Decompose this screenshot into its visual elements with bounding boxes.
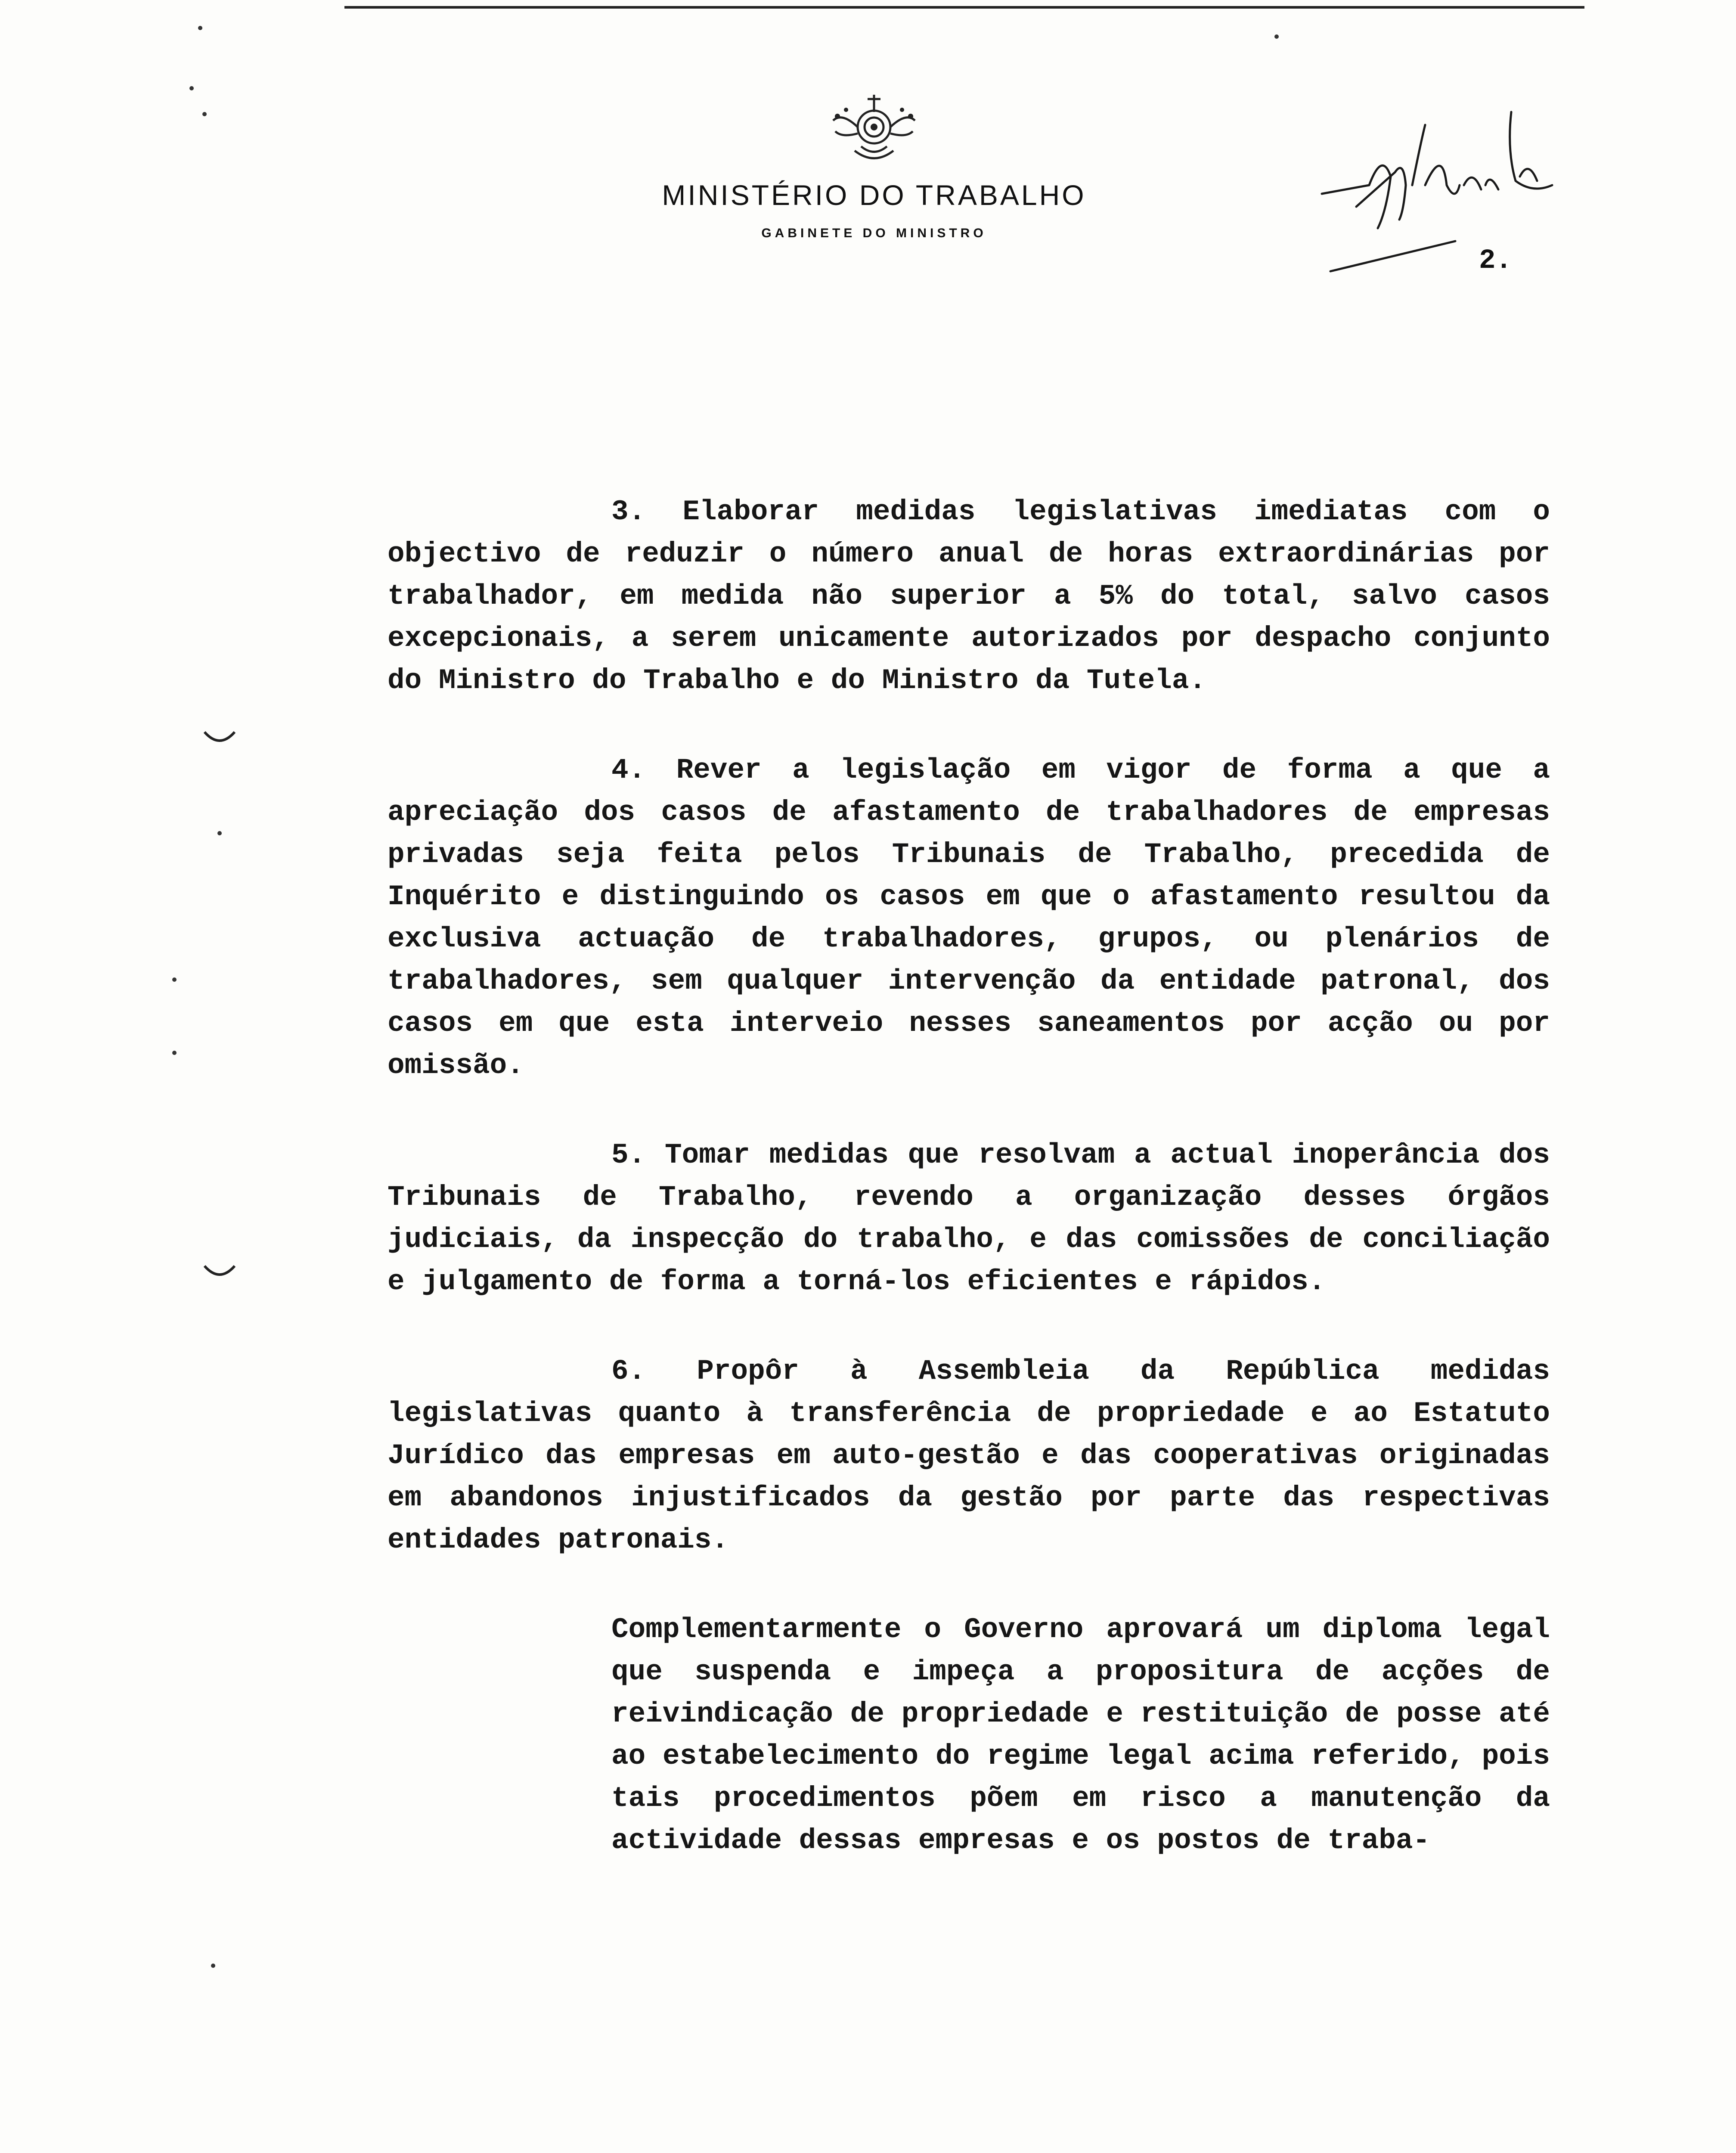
document-body (388, 491, 1550, 1909)
closing-paragraph (388, 1609, 1550, 1862)
top-border-line (344, 6, 1584, 9)
numbered-paragraph (388, 1350, 1550, 1561)
scan-speck (198, 26, 202, 30)
ministry-subtitle: GABINETE DO MINISTRO (761, 226, 987, 240)
closing-text: Complementarmente o Governo aprovará um diploma legal que suspenda e impeça a propositura de acções de reivindicação de propriedade e restituição de posse até ao estabelecimento do regime legal acima referido, pois tais procedimentos põem em risco a manutenção da actividade dessas empresas e os postos de traba- (611, 1613, 1550, 1857)
paragraph-number: 3. (611, 496, 646, 528)
scan-speck (211, 1964, 215, 1968)
ministry-name: MINISTÉRIO DO TRABALHO (662, 179, 1086, 211)
numbered-paragraph (388, 491, 1550, 702)
scan-speck (202, 112, 207, 116)
paragraph-number: 6. (611, 1355, 646, 1387)
coat-of-arms-icon (825, 86, 924, 168)
paragraph-text: Tomar medidas que resolvam a actual inoperância dos Tribunais de Trabalho, revendo a organização desses órgãos judiciais, da inspecção do trabalho, e das comissões de conciliação e julgamento de forma a torná-los eficientes e rápidos. (388, 1139, 1550, 1298)
paragraph-number: 4. (611, 754, 646, 786)
binder-mark (202, 1262, 237, 1283)
scan-speck (189, 86, 194, 90)
binder-mark (202, 728, 237, 749)
page-number: 2. (1479, 245, 1512, 276)
paragraph-text: Propôr à Assembleia da República medidas legislativas quanto à transferência de propriedade e ao Estatuto Jurídico das empresas em auto-gestão e das cooperativas originadas em abandonos injustificados da gestão por parte das respectivas entidades patronais. (388, 1355, 1550, 1556)
scan-speck (1274, 34, 1279, 39)
numbered-paragraph (388, 1134, 1550, 1303)
scan-speck (217, 831, 222, 835)
numbered-paragraph (388, 749, 1550, 1087)
scan-speck (172, 977, 177, 982)
paragraph-text: Elaborar medidas legislativas imediatas com o objectivo de reduzir o número anual de horas extraordinárias por trabalhador, em medida não superior a 5% do total, salvo casos excepcionais, a serem unicamente autorizados por despacho conjunto do Ministro do Trabalho e do Ministro da Tutela. (388, 496, 1550, 697)
paragraph-number: 5. (611, 1139, 646, 1171)
scan-speck (172, 1051, 177, 1055)
handwritten-signature (1318, 99, 1559, 289)
paragraph-text: Rever a legislação em vigor de forma a que a apreciação dos casos de afastamento de trabalhadores de empresas privadas seja feita pelos Tribunais de Trabalho, precedida de Inquérito e distinguindo os casos em que o afastamento resultou da exclusiva actuação de trabalhadores, grupos, ou plenários de trabalhadores, sem qualquer intervenção da entidade patronal, dos casos em que esta interveio nesses saneamentos por acção ou por omissão. (388, 754, 1550, 1082)
